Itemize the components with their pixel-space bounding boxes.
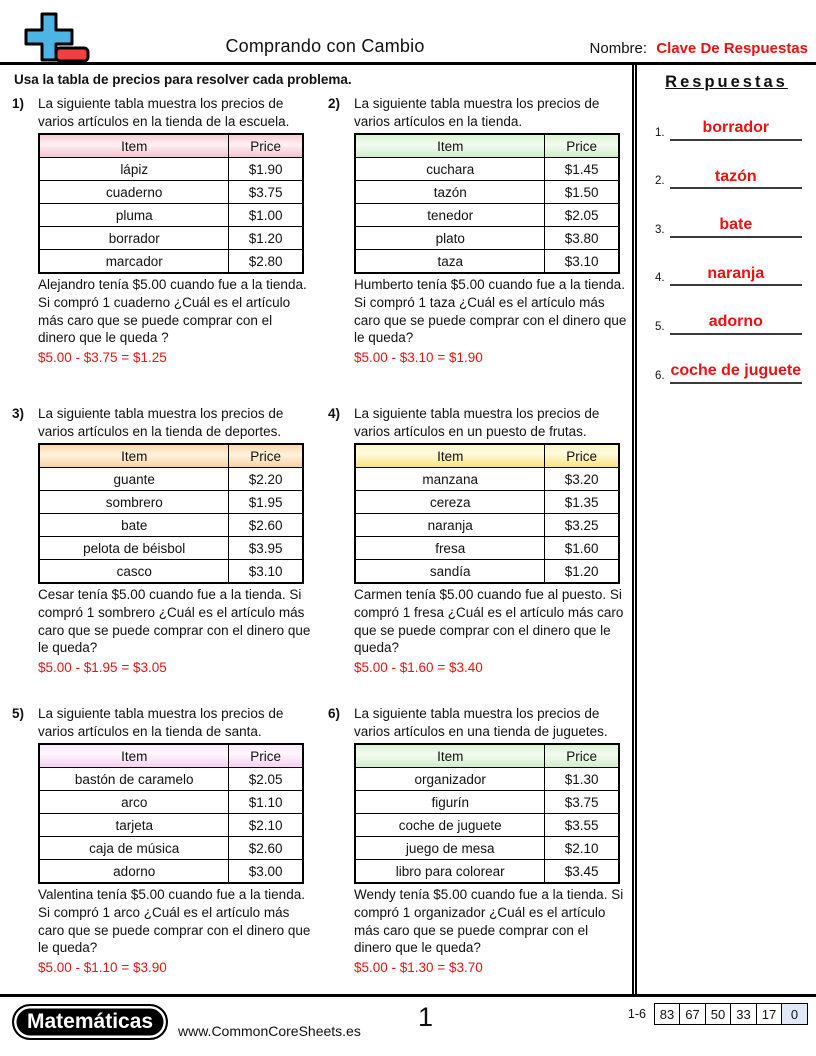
table-cell: $3.75	[545, 791, 619, 814]
table-header-item: Item	[39, 444, 229, 468]
problem-intro: La siguiente tabla muestra los precios de varios artículos en la tienda de la escuela.	[38, 96, 290, 129]
table-cell: sandía	[355, 560, 545, 584]
table-header-item: Item	[355, 744, 545, 768]
table-cell: juego de mesa	[355, 837, 545, 860]
table-cell: tenedor	[355, 204, 545, 227]
table-cell: $1.90	[229, 158, 303, 181]
table-cell: libro para colorear	[355, 860, 545, 884]
problem-number: 3)	[12, 406, 25, 421]
table-cell: manzana	[355, 468, 545, 491]
table-cell: tarjeta	[39, 814, 229, 837]
answer-line: coche de juguete	[670, 362, 802, 384]
table-cell: $1.20	[229, 227, 303, 250]
score-tracker	[628, 1003, 808, 1025]
table-header-price: Price	[545, 744, 619, 768]
problem-question: Wendy tenía $5.00 cuando fue a la tienda. Si compró 1 organizador ¿Cuál es el artículo más caro que se puede comprar con el dinero que le queda?	[354, 887, 624, 956]
table-row	[355, 514, 619, 537]
answer-line: naranja	[670, 265, 802, 287]
table-cell: cuchara	[355, 158, 545, 181]
problem-body	[354, 95, 628, 405]
table-cell: $2.10	[229, 814, 303, 837]
price-table	[38, 443, 304, 584]
table-row	[39, 860, 303, 884]
answer-number: 4.	[655, 272, 665, 285]
table-cell: borrador	[39, 227, 229, 250]
table-cell: bate	[39, 514, 229, 537]
table-header-price: Price	[229, 444, 303, 468]
problem-number: 5)	[12, 706, 25, 721]
problem-body	[354, 705, 628, 977]
score-box-zero: 0	[781, 1003, 808, 1025]
table-row	[355, 537, 619, 560]
table-cell: guante	[39, 468, 229, 491]
answers-title: Respuestas	[665, 73, 788, 91]
problem-answer: $5.00 - $3.10 = $1.90	[354, 350, 483, 366]
table-header-price: Price	[545, 134, 619, 158]
table-cell: $2.05	[545, 204, 619, 227]
name-label: Nombre:	[589, 40, 648, 57]
table-cell: pelota de béisbol	[39, 537, 229, 560]
table-cell: $1.00	[229, 204, 303, 227]
table-cell: cuaderno	[39, 181, 229, 204]
problem-body	[354, 405, 628, 705]
score-boxes	[655, 1003, 808, 1025]
problem-question: Humberto tenía $5.00 cuando fue a la tienda. Si compró 1 taza ¿Cuál es el artículo más caro que se puede comprar con el dinero que le queda?	[354, 277, 627, 346]
answer-slot	[655, 313, 802, 335]
table-cell: sombrero	[39, 491, 229, 514]
problem-question: Alejandro tenía $5.00 cuando fue a la tienda. Si compró 1 cuaderno ¿Cuál es el artículo más caro que se puede comprar con el dinero que le queda ?	[38, 277, 307, 346]
table-cell: figurín	[355, 791, 545, 814]
problem-answer: $5.00 - $1.95 = $3.05	[38, 660, 167, 676]
answer-line: adorno	[670, 313, 802, 335]
problem-1	[12, 95, 312, 405]
problem-answer: $5.00 - $1.30 = $3.70	[354, 960, 483, 976]
table-cell: taza	[355, 250, 545, 274]
table-row	[39, 560, 303, 584]
score-range: 1-6	[627, 1007, 646, 1021]
table-cell: bastón de caramelo	[39, 768, 229, 791]
table-row	[39, 468, 303, 491]
answer-line: bate	[670, 216, 802, 238]
score-box: 50	[705, 1003, 732, 1025]
problem-question: Carmen tenía $5.00 cuando fue al puesto. Si compró 1 fresa ¿Cuál es el artículo más caro que se puede comprar con el dinero que le queda?	[354, 587, 624, 656]
table-header-price: Price	[229, 744, 303, 768]
table-cell: $1.35	[545, 491, 619, 514]
table-row	[39, 204, 303, 227]
brand-badge: Matemáticas	[12, 1004, 168, 1040]
table-row	[39, 158, 303, 181]
table-row	[355, 560, 619, 584]
table-cell: $1.95	[229, 491, 303, 514]
answer-slot	[655, 362, 802, 384]
table-cell: coche de juguete	[355, 814, 545, 837]
problem-number: 2)	[328, 96, 341, 111]
score-box: 17	[756, 1003, 783, 1025]
problem-2	[328, 95, 628, 405]
problem-number: 6)	[328, 706, 341, 721]
table-cell: $1.30	[545, 768, 619, 791]
table-row	[39, 491, 303, 514]
footer-url: www.CommonCoreSheets.es	[178, 1023, 361, 1039]
table-header-item: Item	[355, 134, 545, 158]
table-row	[355, 837, 619, 860]
answer-number: 1.	[655, 126, 665, 139]
answers-sidebar	[632, 65, 816, 994]
table-cell: caja de música	[39, 837, 229, 860]
problem-3	[12, 405, 312, 705]
table-cell: tazón	[355, 181, 545, 204]
table-row	[39, 227, 303, 250]
table-cell: $3.95	[229, 537, 303, 560]
problem-intro: La siguiente tabla muestra los precios de varios artículos en una tienda de juguetes.	[354, 706, 608, 739]
table-row	[355, 468, 619, 491]
table-cell: marcador	[39, 250, 229, 274]
answer-slot	[655, 168, 802, 190]
table-cell: adorno	[39, 860, 229, 884]
page-title: Comprando con Cambio	[225, 36, 425, 56]
page-header	[0, 0, 816, 65]
table-cell: $2.60	[229, 514, 303, 537]
name-value: Clave De Respuestas	[656, 40, 808, 57]
table-row	[355, 158, 619, 181]
table-header-price: Price	[545, 444, 619, 468]
problem-answer: $5.00 - $1.10 = $3.90	[38, 960, 167, 976]
answer-line: tazón	[670, 168, 802, 190]
table-cell: $3.55	[545, 814, 619, 837]
table-cell: $2.20	[229, 468, 303, 491]
table-header-item: Item	[39, 134, 229, 158]
table-cell: lápiz	[39, 158, 229, 181]
price-table	[38, 743, 304, 884]
problem-6	[328, 705, 628, 977]
score-box: 33	[730, 1003, 757, 1025]
plus-minus-icon	[14, 12, 90, 62]
problems-column	[0, 65, 632, 994]
table-row	[39, 791, 303, 814]
page-number: 1	[418, 1002, 434, 1032]
table-cell: $2.80	[229, 250, 303, 274]
price-table	[354, 443, 620, 584]
score-box: 83	[654, 1003, 681, 1025]
table-cell: $2.05	[229, 768, 303, 791]
table-header-price: Price	[229, 134, 303, 158]
table-row	[355, 204, 619, 227]
table-row	[355, 491, 619, 514]
table-cell: $1.20	[545, 560, 619, 584]
table-cell: $3.20	[545, 468, 619, 491]
page-footer	[0, 994, 816, 1056]
table-row	[39, 768, 303, 791]
table-row	[39, 837, 303, 860]
problem-intro: La siguiente tabla muestra los precios de varios artículos en la tienda.	[354, 96, 600, 129]
table-cell: $3.10	[229, 560, 303, 584]
table-row	[39, 514, 303, 537]
problem-intro: La siguiente tabla muestra los precios de varios artículos en la tienda de deportes.	[38, 406, 284, 439]
table-cell: $3.25	[545, 514, 619, 537]
table-row	[355, 791, 619, 814]
table-cell: $3.10	[545, 250, 619, 274]
table-cell: arco	[39, 791, 229, 814]
table-cell: $1.60	[545, 537, 619, 560]
problem-5	[12, 705, 312, 977]
answer-number: 5.	[655, 320, 665, 333]
table-row	[355, 814, 619, 837]
answer-slot	[655, 216, 802, 238]
table-cell: $3.75	[229, 181, 303, 204]
problem-intro: La siguiente tabla muestra los precios de varios artículos en la tienda de santa.	[38, 706, 284, 739]
answer-line: borrador	[670, 119, 802, 141]
table-cell: $3.80	[545, 227, 619, 250]
table-cell: casco	[39, 560, 229, 584]
price-table	[354, 743, 620, 884]
problem-body	[38, 95, 312, 405]
table-cell: organizador	[355, 768, 545, 791]
table-cell: $1.50	[545, 181, 619, 204]
table-row	[355, 768, 619, 791]
problem-body	[38, 705, 312, 977]
table-row	[355, 181, 619, 204]
problem-answer: $5.00 - $3.75 = $1.25	[38, 350, 167, 366]
problem-number: 1)	[12, 96, 25, 111]
table-header-item: Item	[355, 444, 545, 468]
table-row	[39, 814, 303, 837]
table-cell: plato	[355, 227, 545, 250]
score-box: 67	[679, 1003, 706, 1025]
table-row	[39, 181, 303, 204]
table-row	[355, 227, 619, 250]
answer-number: 6.	[655, 369, 665, 382]
table-cell: $3.45	[545, 860, 619, 884]
answer-slot	[655, 119, 802, 141]
table-header-item: Item	[39, 744, 229, 768]
answer-number: 3.	[655, 223, 665, 236]
answer-number: 2.	[655, 175, 665, 188]
table-cell: cereza	[355, 491, 545, 514]
table-cell: fresa	[355, 537, 545, 560]
name-row	[590, 40, 808, 57]
table-cell: pluma	[39, 204, 229, 227]
problem-answer: $5.00 - $1.60 = $3.40	[354, 660, 483, 676]
table-cell: $1.10	[229, 791, 303, 814]
table-row	[355, 860, 619, 884]
table-cell: naranja	[355, 514, 545, 537]
table-cell: $1.45	[545, 158, 619, 181]
problem-body	[38, 405, 312, 705]
instruction-text: Usa la tabla de precios para resolver cada problema.	[14, 72, 352, 87]
problems-grid	[12, 95, 628, 977]
problem-intro: La siguiente tabla muestra los precios de varios artículos en un puesto de frutas.	[354, 406, 600, 439]
table-row	[355, 250, 619, 274]
answer-slot	[655, 265, 802, 287]
table-cell: $2.10	[545, 837, 619, 860]
problem-number: 4)	[328, 406, 341, 421]
problem-4	[328, 405, 628, 705]
price-table	[354, 133, 620, 274]
problem-question: Valentina tenía $5.00 cuando fue a la tienda. Si compró 1 arco ¿Cuál es el artículo más caro que se puede comprar con el dinero que le queda?	[38, 887, 311, 956]
table-cell: $2.60	[229, 837, 303, 860]
content-area	[0, 65, 816, 994]
table-row	[39, 250, 303, 274]
problem-question: Cesar tenía $5.00 cuando fue a la tienda. Si compró 1 sombrero ¿Cuál es el artículo más caro que se puede comprar con el dinero que le queda?	[38, 587, 311, 656]
table-row	[39, 537, 303, 560]
table-cell: $3.00	[229, 860, 303, 884]
price-table	[38, 133, 304, 274]
